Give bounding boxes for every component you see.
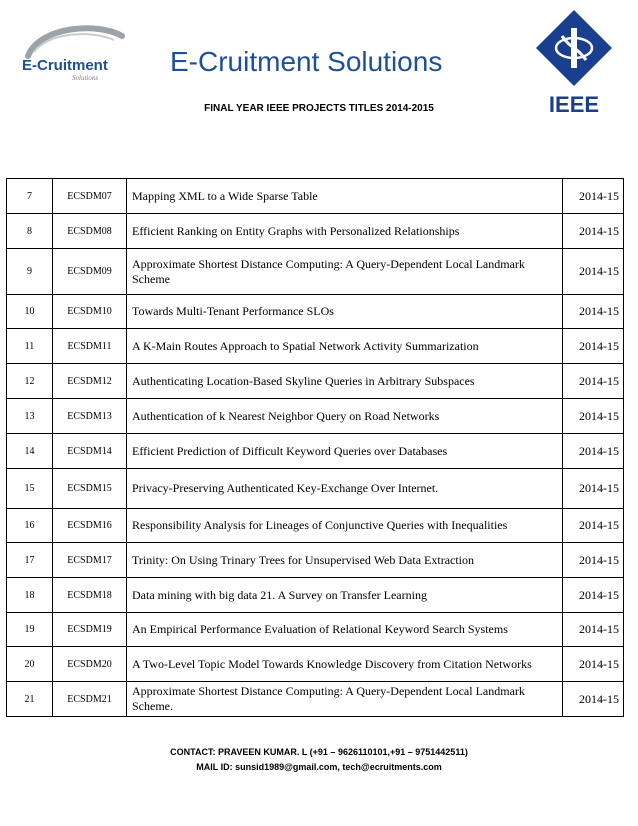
project-year: 2014-15 (563, 179, 624, 214)
row-number: 17 (7, 543, 53, 578)
table-row (7, 647, 624, 682)
row-number: 15 (7, 469, 53, 509)
row-number: 9 (7, 249, 53, 295)
project-year: 2014-15 (563, 543, 624, 578)
project-title: Authenticating Location-Based Skyline Queries in Arbitrary Subspaces (127, 364, 563, 399)
project-code: ECSDM15 (53, 469, 127, 509)
row-number: 7 (7, 179, 53, 214)
table-row (7, 179, 624, 214)
row-number: 16 (7, 509, 53, 543)
ieee-text: IEEE (548, 92, 600, 117)
footer-contact: CONTACT: PRAVEEN KUMAR. L (+91 – 9626110101,+91 – 9751442511) (170, 747, 468, 757)
logo-text: E-Cruitment (22, 57, 108, 74)
project-year: 2014-15 (563, 249, 624, 295)
project-year: 2014-15 (563, 509, 624, 543)
project-code: ECSDM20 (53, 647, 127, 682)
project-title: Trinity: On Using Trinary Trees for Unsupervised Web Data Extraction (127, 543, 563, 578)
project-title: Efficient Prediction of Difficult Keyword Queries over Databases (127, 434, 563, 469)
project-code: ECSDM12 (53, 364, 127, 399)
ieee-logo (532, 8, 616, 120)
project-year: 2014-15 (563, 329, 624, 364)
document-subtitle: FINAL YEAR IEEE PROJECTS TITLES 2014-2015 (204, 103, 434, 114)
row-number: 20 (7, 647, 53, 682)
logo-tagline: Solutions (72, 74, 99, 82)
project-title: Responsibility Analysis for Lineages of Conjunctive Queries with Inequalities (127, 509, 563, 543)
table-row (7, 399, 624, 434)
project-title: Mapping XML to a Wide Sparse Table (127, 179, 563, 214)
project-title: Privacy-Preserving Authenticated Key-Exchange Over Internet. (127, 469, 563, 509)
table-row (7, 543, 624, 578)
project-year: 2014-15 (563, 295, 624, 329)
project-code: ECSDM19 (53, 613, 127, 647)
project-title: A Two-Level Topic Model Towards Knowledge Discovery from Citation Networks (127, 647, 563, 682)
project-code: ECSDM14 (53, 434, 127, 469)
project-title: Authentication of k Nearest Neighbor Query on Road Networks (127, 399, 563, 434)
project-code: ECSDM13 (53, 399, 127, 434)
project-title: Data mining with big data 21. A Survey on Transfer Learning (127, 578, 563, 613)
row-number: 18 (7, 578, 53, 613)
project-title: Approximate Shortest Distance Computing: A Query-Dependent Local Landmark Scheme (127, 249, 563, 295)
table-row (7, 469, 624, 509)
project-year: 2014-15 (563, 578, 624, 613)
row-number: 14 (7, 434, 53, 469)
project-year: 2014-15 (563, 434, 624, 469)
row-number: 12 (7, 364, 53, 399)
project-year: 2014-15 (563, 682, 624, 717)
project-code: ECSDM08 (53, 214, 127, 249)
table-row (7, 578, 624, 613)
project-code: ECSDM16 (53, 509, 127, 543)
project-titles-table (6, 178, 624, 717)
project-title: Towards Multi-Tenant Performance SLOs (127, 295, 563, 329)
table-row (7, 329, 624, 364)
project-title: A K-Main Routes Approach to Spatial Network Activity Summarization (127, 329, 563, 364)
table-row (7, 214, 624, 249)
project-year: 2014-15 (563, 399, 624, 434)
table-row (7, 613, 624, 647)
table-row (7, 509, 624, 543)
project-title: An Empirical Performance Evaluation of Relational Keyword Search Systems (127, 613, 563, 647)
project-code: ECSDM21 (53, 682, 127, 717)
project-code: ECSDM18 (53, 578, 127, 613)
footer (0, 745, 638, 775)
row-number: 10 (7, 295, 53, 329)
project-code: ECSDM09 (53, 249, 127, 295)
project-title: Efficient Ranking on Entity Graphs with Personalized Relationships (127, 214, 563, 249)
project-title: Approximate Shortest Distance Computing: A Query-Dependent Local Landmark Scheme. (127, 682, 563, 717)
row-number: 19 (7, 613, 53, 647)
project-code: ECSDM11 (53, 329, 127, 364)
row-number: 21 (7, 682, 53, 717)
project-year: 2014-15 (563, 364, 624, 399)
project-year: 2014-15 (563, 613, 624, 647)
ecruitment-logo (20, 22, 128, 88)
project-year: 2014-15 (563, 647, 624, 682)
project-code: ECSDM17 (53, 543, 127, 578)
project-code: ECSDM10 (53, 295, 127, 329)
row-number: 11 (7, 329, 53, 364)
row-number: 8 (7, 214, 53, 249)
company-name: E-Cruitment Solutions (170, 46, 443, 77)
table-row (7, 434, 624, 469)
table-row (7, 295, 624, 329)
table-row (7, 249, 624, 295)
table-row (7, 364, 624, 399)
row-number: 13 (7, 399, 53, 434)
footer-mail: MAIL ID: sunsid1989@gmail.com, tech@ecruitments.com (196, 762, 442, 772)
table-row (7, 682, 624, 717)
project-year: 2014-15 (563, 469, 624, 509)
project-code: ECSDM07 (53, 179, 127, 214)
project-year: 2014-15 (563, 214, 624, 249)
